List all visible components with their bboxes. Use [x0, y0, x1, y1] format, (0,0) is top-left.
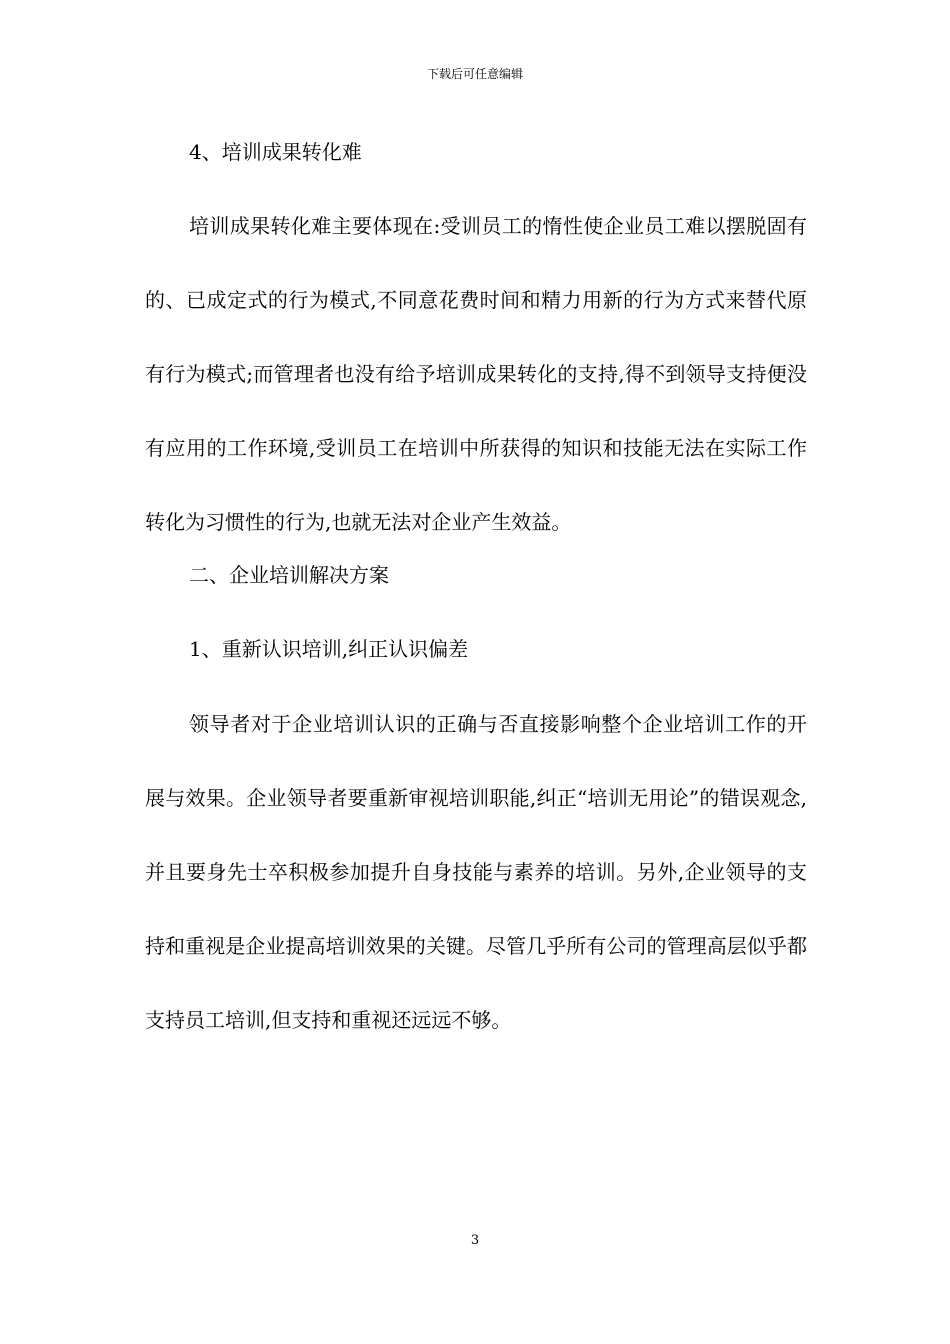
subsection-heading-1: 1、重新认识培训,纠正认识偏差 [189, 637, 469, 661]
paragraph-leadership: 领导者对于企业培训认识的正确与否直接影响整个企业培训工作的开展与效果。企业领导者要重新审视培训职能,纠正“培训无用论”的错误观念,并且要身先士卒积极参加提升自身技能与素养的培训。另外,企业领导的支持和重视是企业提高培训效果的关键。尽管几乎所有公司的管理高层似乎都支持员工培训,但支持和重视还远远不够。 [145, 712, 807, 1032]
section-heading-solutions: 二、企业培训解决方案 [189, 563, 389, 587]
section-heading-4: 4、培训成果转化难 [189, 140, 362, 164]
page-header-note: 下载后可任意编辑 [426, 67, 523, 81]
paragraph-training-transfer: 培训成果转化难主要体现在:受训员工的惰性使企业员工难以摆脱固有的、已成定式的行为模式,不同意花费时间和精力用新的行为方式来替代原有行为模式;而管理者也没有给予培训成果转化的支持,得不到领导支持便没有应用的工作环境,受训员工在培训中所获得的知识和技能无法在实际工作转化为习惯性的行为,也就无法对企业产生效益。 [145, 214, 807, 534]
document-body [145, 134, 807, 1057]
page-number: 3 [470, 1233, 480, 1248]
